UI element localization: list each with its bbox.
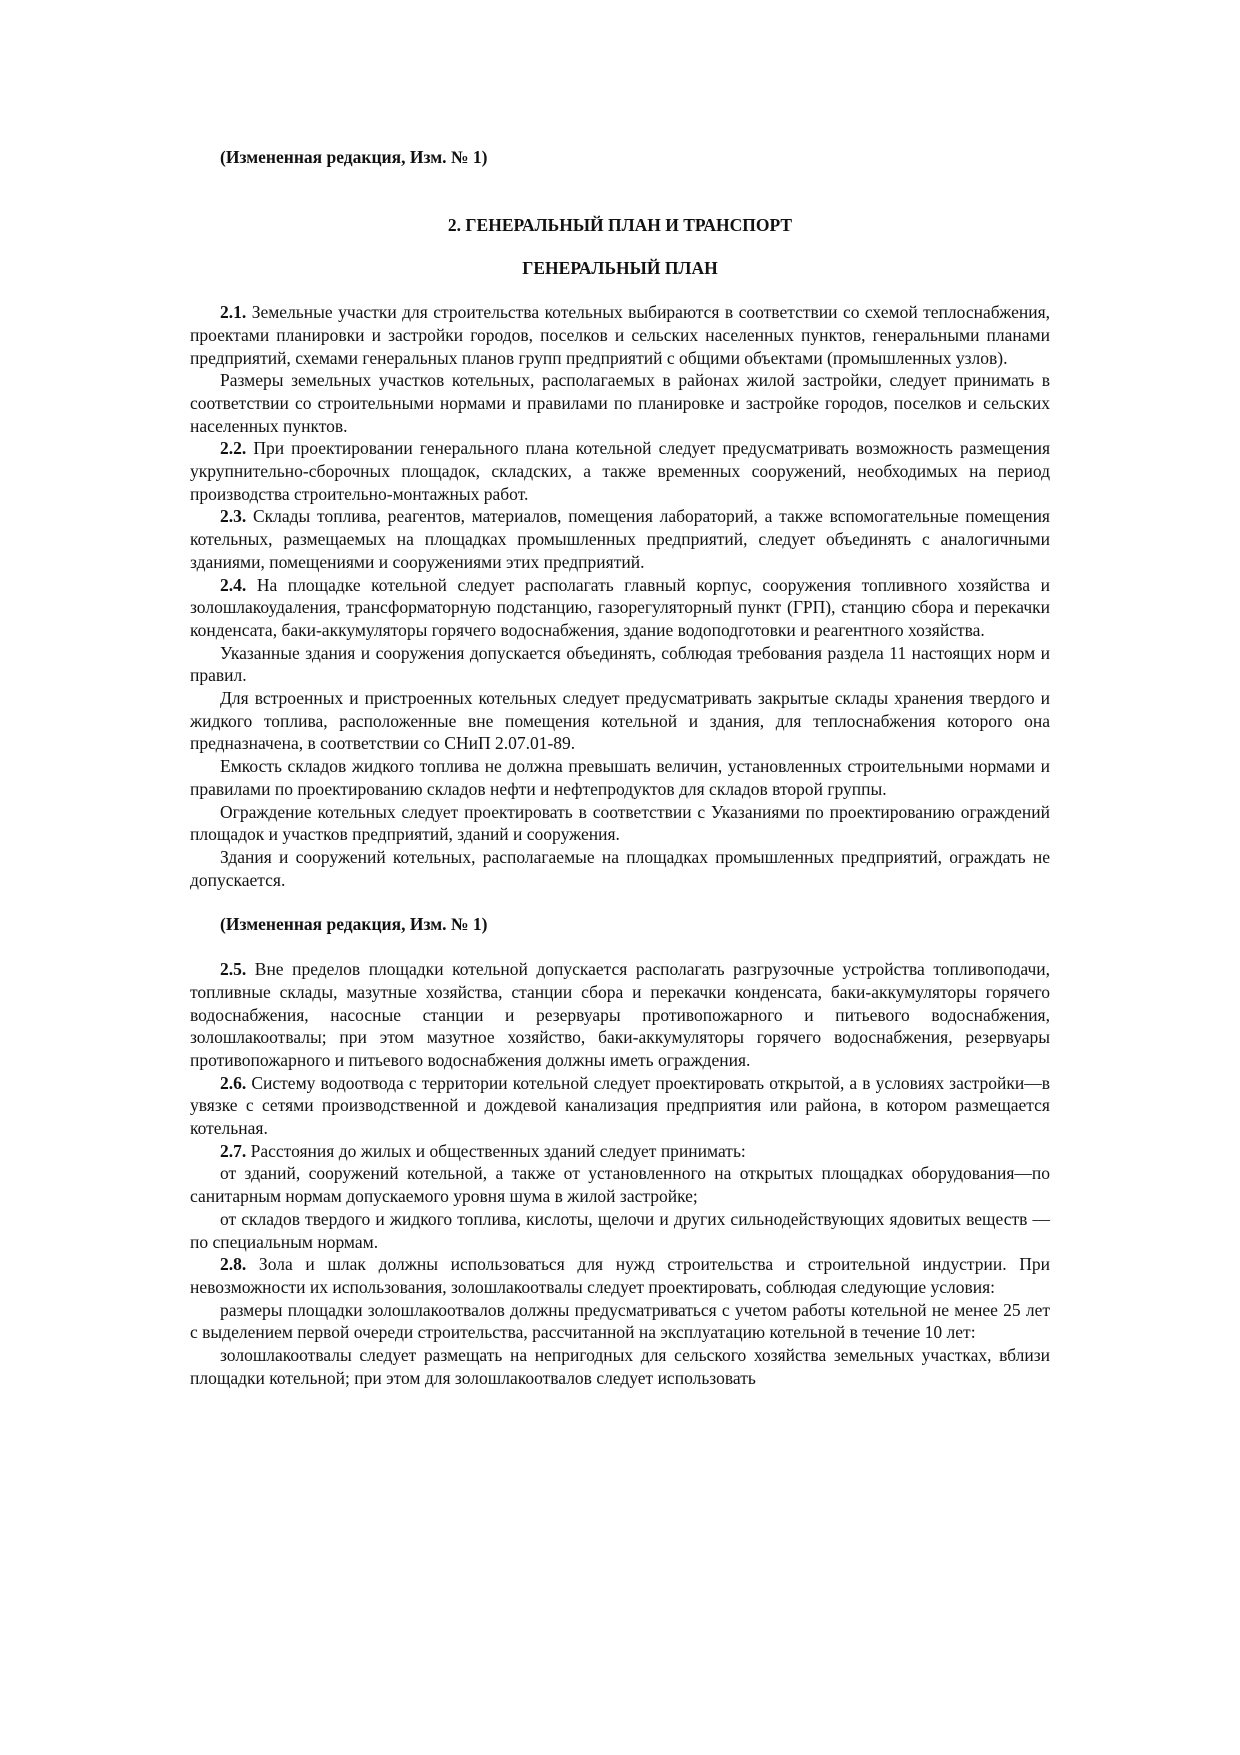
paragraph-text: Зола и шлак должны использоваться для нужд строительства и строительной индустрии. При невозможности их использования, золошлакоотвалы следует проектировать, соблюдая следующие условия: bbox=[190, 1254, 1050, 1297]
paragraph bbox=[190, 574, 1050, 642]
paragraph-block bbox=[190, 301, 1050, 891]
clause-number: 2.5. bbox=[220, 959, 247, 980]
paragraph-block bbox=[190, 958, 1050, 1389]
paragraph-text: Расстояния до жилых и общественных зданий следует принимать: bbox=[246, 1140, 746, 1161]
paragraph-text: Склады топлива, реагентов, материалов, помещения лабораторий, а также вспомогательные помещения котельных, размещаемых на площадках промышленных предприятий, следует объединять с аналогичными зданиями, помещениями и сооружениями этих предприятий. bbox=[190, 506, 1050, 572]
paragraph bbox=[190, 505, 1050, 573]
clause-number: 2.6. bbox=[220, 1072, 247, 1093]
paragraph-text: от складов твердого и жидкого топлива, кислоты, щелочи и других сильнодействующих ядовитых веществ — по специальным нормам. bbox=[190, 1208, 1050, 1252]
paragraph bbox=[190, 301, 1050, 369]
paragraph-text: Вне пределов площадки котельной допускается располагать разгрузочные устройства топливоподачи, топливные склады, мазутные хозяйства, станции сбора и перекачки конденсата, баки-аккумуляторы горячего водоснабжения, насосные станции и резервуары противопожарного и питьевого водоснабжения, золошлакоотвалы; при этом мазутное хозяйство, баки-аккумуляторы горячего водоснабжения, резервуары противопожарного и питьевого водоснабжения должны иметь ограждения. bbox=[190, 959, 1050, 1070]
paragraph bbox=[190, 369, 1050, 437]
paragraph-text: от зданий, сооружений котельной, а также от установленного на открытых площадках оборудования—по санитарным нормам допускаемого уровня шума в жилой застройке; bbox=[190, 1163, 1050, 1207]
paragraph bbox=[190, 687, 1050, 755]
clause-number: 2.3. bbox=[220, 506, 247, 527]
document-page bbox=[190, 146, 1050, 1389]
paragraph-text: При проектировании генерального плана котельной следует предусматривать возможность размещения укрупнительно-сборочных площадок, складских, а также временных сооружений, необходимых на период производства строительно-монтажных работ. bbox=[190, 438, 1050, 504]
paragraph-text: Здания и сооружений котельных, располагаемые на площадках промышленных предприятий, ограждать не допускается. bbox=[190, 846, 1050, 890]
spacer bbox=[190, 891, 1050, 913]
edition-note: (Измененная редакция, Изм. № 1) bbox=[220, 147, 488, 167]
spacer bbox=[190, 280, 1050, 301]
paragraph-text: Емкость складов жидкого топлива не должна превышать величин, установленных строительными нормами и правилами по проектированию складов нефти и нефтепродуктов для складов второй группы. bbox=[190, 756, 1050, 799]
paragraph bbox=[190, 1299, 1050, 1344]
paragraph-text: Для встроенных и пристроенных котельных следует предусматривать закрытые склады хранения твердого и жидкого топлива, расположенные вне помещения котельной и здания, для теплоснабжения которого она предназначена, в соответствии со СНиП 2.07.01-89. bbox=[190, 688, 1050, 754]
paragraph bbox=[190, 1072, 1050, 1140]
paragraph-text: Земельные участки для строительства котельных выбираются в соответствии со схемой теплоснабжения, проектами планировки и застройки городов, поселков и сельских населенных пунктов, генеральными планами предприятий, схемами генеральных планов групп предприятий с общими объектами (промышленных узлов). bbox=[190, 302, 1050, 368]
paragraph bbox=[190, 755, 1050, 800]
paragraph bbox=[190, 1253, 1050, 1298]
paragraph bbox=[190, 1208, 1050, 1253]
clause-number: 2.2. bbox=[220, 438, 247, 459]
paragraph-text: золошлакоотвалы следует размещать на непригодных для сельского хозяйства земельных участках, вблизи площадки котельной; при этом для золошлакоотвалов следует использовать bbox=[190, 1345, 1050, 1388]
paragraph-text: На площадке котельной следует располагать главный корпус, сооружения топливного хозяйства и золошлакоудаления, трансформаторную подстанцию, газорегуляторный пункт (ГРП), станцию сбора и перекачки конденсата, баки-аккумуляторы горячего водоснабжения, здание водоподготовки и реагентного хозяйства. bbox=[190, 574, 1050, 640]
edition-note: (Измененная редакция, Изм. № 1) bbox=[220, 914, 488, 935]
spacer bbox=[190, 236, 1050, 257]
paragraph bbox=[190, 1162, 1050, 1207]
clause-number: 2.1. bbox=[220, 302, 247, 323]
section-title: 2. ГЕНЕРАЛЬНЫЙ ПЛАН И ТРАНСПОРТ bbox=[447, 214, 793, 235]
paragraph bbox=[190, 1344, 1050, 1389]
spacer bbox=[190, 169, 1050, 214]
clause-number: 2.8. bbox=[220, 1254, 247, 1275]
paragraph bbox=[190, 642, 1050, 687]
paragraph-text: Размеры земельных участков котельных, располагаемых в районах жилой застройки, следует принимать в соответствии со строительными нормами и правилами по планировке и застройке городов, поселков и сельских населенных пунктов. bbox=[190, 370, 1050, 436]
spacer bbox=[190, 936, 1050, 958]
paragraph-text: Указанные здания и сооружения допускается объединять, соблюдая требования раздела 11 настоящих норм и правил. bbox=[190, 642, 1050, 686]
paragraph bbox=[190, 801, 1050, 846]
paragraph-text: Систему водоотвода с территории котельной следует проектировать открытой, а в условиях застройки—в увязке с сетями производственной и дождевой канализация предприятия или района, в котором размещается котельная. bbox=[190, 1072, 1050, 1139]
paragraph bbox=[190, 437, 1050, 505]
paragraph bbox=[190, 958, 1050, 1072]
paragraph-text: размеры площадки золошлакоотвалов должны предусматриваться с учетом работы котельной не менее 25 лет с выделением первой очереди строительства, рассчитанной на эксплуатацию котельной в течение 10 лет: bbox=[190, 1299, 1050, 1343]
paragraph-text: Ограждение котельных следует проектировать в соответствии с Указаниями по проектированию ограждений площадок и участков предприятий, зданий и сооружения. bbox=[190, 801, 1050, 845]
clause-number: 2.7. bbox=[220, 1140, 247, 1161]
paragraph bbox=[190, 1140, 1050, 1163]
clause-number: 2.4. bbox=[220, 574, 247, 595]
subsection-title: ГЕНЕРАЛЬНЫЙ ПЛАН bbox=[522, 258, 718, 279]
paragraph bbox=[190, 846, 1050, 891]
